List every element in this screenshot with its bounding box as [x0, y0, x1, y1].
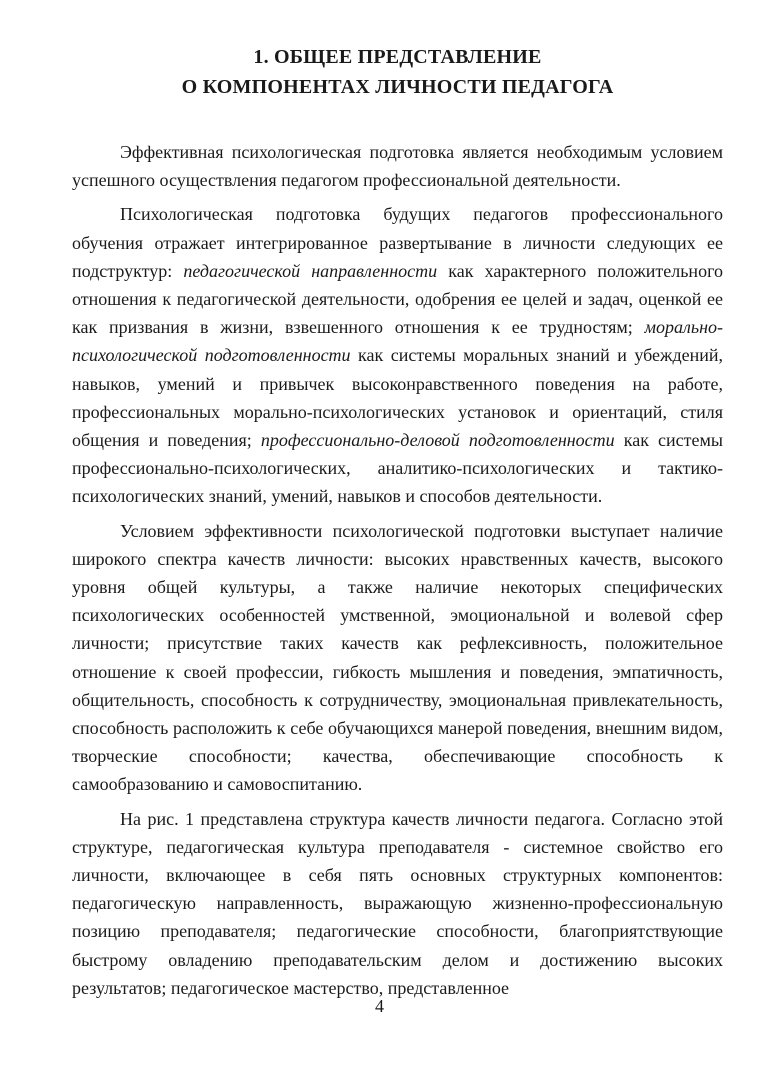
paragraph-4: На рис. 1 представлена структура качеств личности педагога. Согласно этой структуре, педагогическая культура преподавателя - системное свойство его личности, включающее в себя пять основных структурных компонентов: педагогическую направленность, выражающую жизненно-профессиональную позицию преподавателя; педагогические способности, благоприятствующие быстрому овладению преподавательским делом и достижению высоких результатов; педагогическое мастерство, представленное — [72, 808, 723, 998]
paragraph-2-text-1: Психологическая подготовка будущих педагогов профессионального обучения отражает интегрированное развертывание в личности следующих ее подструктур: — [72, 204, 723, 281]
term-pedagogical-orientation: педагогической направленности — [183, 260, 438, 281]
section-heading — [72, 42, 723, 102]
heading-line-1: 1. ОБЩЕЕ ПРЕДСТАВЛЕНИЕ — [253, 46, 542, 68]
paragraph-1: Эффективная психологическая подготовка является необходимым условием успешного осуществления педагогом профессиональной деятельности. — [72, 142, 723, 191]
page-number: 4 — [375, 996, 384, 1016]
term-moral-psychological-readiness: морально-психологической подготовленности — [72, 317, 723, 366]
paragraph-3: Условием эффективности психологической подготовки выступает наличие широкого спектра качеств личности: высоких нравственных качеств, высокого уровня общей культуры, а также наличие некоторых специфических психологических особенностей умственной, эмоциональной и волевой сфер личности; присутствие таких качеств как рефлексивность, положительное отношение к своей профессии, гибкость мышления и поведения, эмпатичность, общительность, способность к сотрудничеству, эмоциональная привлекательность, способность расположить к себе обучающихся манерой поведения, внешним видом, творческие способности; качества, обеспечивающие способность к самообразованию и самовоспитанию. — [72, 520, 723, 795]
paragraph-2 — [72, 200, 723, 510]
heading-line-2: О КОМПОНЕНТАХ ЛИЧНОСТИ ПЕДАГОГА — [181, 76, 614, 98]
paragraph-2-text-3: как системы моральных знаний и убеждений, навыков, умений и привычек высоконравственного поведения на работе, профессиональных морально-психологических установок и ориентаций, стиля общения и поведения; — [72, 345, 723, 451]
paragraph-2-text-2: как характерного положительного отношения к педагогической деятельности, одобрения ее целей и задач, оценкой ее как призвания в жизни, взвешенного отношения к ее трудностям; — [72, 260, 723, 338]
term-professional-business-readiness: профессионально-деловой подготовленности — [260, 430, 615, 451]
paragraph-2-text-4: как системы профессионально-психологических, аналитико-психологических и тактико-психологических знаний, умений, навыков и способов деятельности. — [72, 430, 723, 507]
